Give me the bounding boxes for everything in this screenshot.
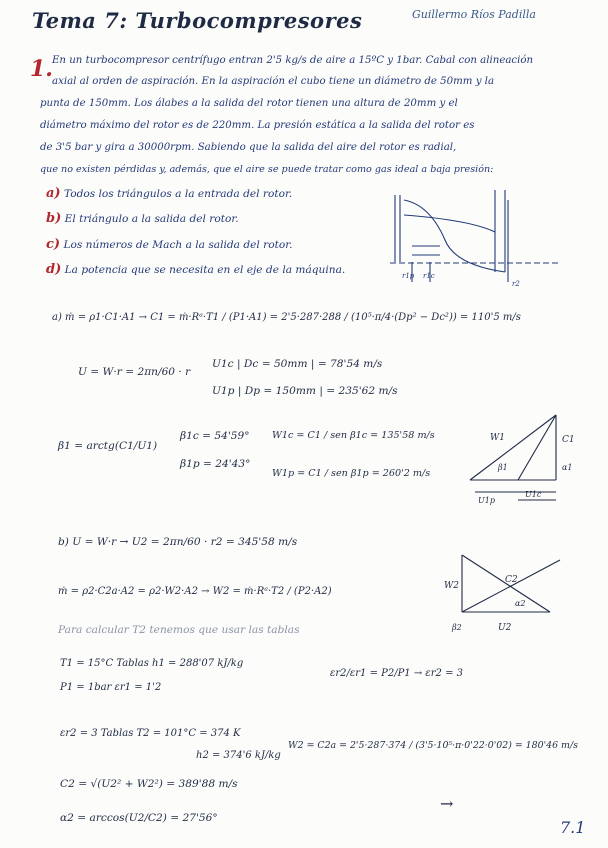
triangle-label: α2 bbox=[515, 599, 526, 608]
inlet-velocity-triangles bbox=[470, 415, 556, 500]
question-letter: b) bbox=[46, 211, 62, 226]
equation-tables: h2 = 374'6 kJ/kg bbox=[196, 750, 281, 761]
triangle-label: U2 bbox=[498, 623, 512, 633]
equation-beta: β1 = arctg(C1/U1) bbox=[58, 440, 158, 452]
statement-line: diámetro máximo del rotor es de 220mm. La presión estática a la salida del rotor es bbox=[40, 120, 475, 131]
question-letter: c) bbox=[46, 237, 61, 252]
equation-w2: W2 = C2a = 2'5·287·374 / (3'5·10⁵·π·0'22·0'02) = 180'46 m/s bbox=[288, 740, 578, 751]
statement-line: En un turbocompresor centrífugo entran 2'5 kg/s de aire a 15ºC y 1bar. Cabal con alineación bbox=[52, 55, 534, 66]
author-name: Guillermo Ríos Padilla bbox=[412, 8, 536, 21]
statement-line: que no existen pérdidas y, además, que el aire se puede tratar como gas ideal a baja presión: bbox=[40, 164, 494, 175]
equation-beta1c: β1c = 54'59° bbox=[180, 430, 250, 442]
triangle-label: β1 bbox=[498, 463, 508, 472]
statement-line: de 3'5 bar y gira a 30000rpm. Sabiendo que la salida del aire del rotor es radial, bbox=[40, 142, 457, 153]
equation-tables: εr2/εr1 = P2/P1 → εr2 = 3 bbox=[330, 668, 464, 679]
equation-w1c: W1c = C1 / sen β1c = 135'58 m/s bbox=[272, 430, 435, 441]
equation-beta1p: β1p = 24'43° bbox=[180, 458, 251, 470]
continue-arrow: → bbox=[440, 794, 454, 813]
question-letter: a) bbox=[46, 186, 61, 201]
equation-alpha2: α2 = arccos(U2/C2) = 27'56° bbox=[60, 812, 218, 824]
equation-c2: C2 = √(U2² + W2²) = 389'88 m/s bbox=[60, 778, 238, 790]
radius-label: r1p bbox=[402, 272, 415, 280]
page-number: 7.1 bbox=[560, 818, 586, 837]
page-title: Tema 7: Turbocompresores bbox=[32, 8, 363, 33]
question-letter: d) bbox=[46, 262, 62, 277]
question-text: Los números de Mach a la salida del rotor. bbox=[63, 239, 293, 251]
triangle-label: W2 bbox=[444, 581, 459, 591]
radius-label: r2 bbox=[512, 280, 520, 288]
radius-label: r1c bbox=[423, 272, 435, 280]
equation-mass-flow: a) ṁ = ρ1·C1·A1 → C1 = ṁ·Rᵃ·T1 / (P1·A1) = 2'5·287·288 / (10⁵·π/4·(Dp² − Dc²)) = 110'5 m/s bbox=[52, 312, 521, 323]
triangle-label: C1 bbox=[562, 435, 575, 445]
equation-w1p: W1p = C1 / sen β1p = 260'2 m/s bbox=[272, 468, 431, 479]
equation-tables: εr2 = 3 Tablas T2 = 101°C = 374 K bbox=[60, 728, 241, 739]
equation-u1c: U1c | Dc = 50mm | = 78'54 m/s bbox=[212, 358, 383, 370]
statement-line: punta de 150mm. Los álabes a la salida del rotor tienen una altura de 20mm y el bbox=[40, 98, 458, 109]
question-text: El triángulo a la salida del rotor. bbox=[64, 213, 239, 225]
question-text: La potencia que se necesita en el eje de la máquina. bbox=[64, 264, 346, 276]
equation-u1p: U1p | Dp = 150mm | = 235'62 m/s bbox=[212, 385, 398, 397]
statement-line: axial al orden de aspiración. En la aspiración el cubo tiene un diámetro de 50mm y la bbox=[52, 76, 495, 87]
problem-number: 1. bbox=[30, 56, 53, 82]
triangle-label: C2 bbox=[505, 575, 518, 585]
rotor-sketch bbox=[390, 190, 560, 282]
triangle-label: U1p bbox=[478, 496, 495, 505]
equation-tables: T1 = 15°C Tablas h1 = 288'07 kJ/kg bbox=[60, 658, 244, 669]
equation-tables: P1 = 1bar εr1 = 1'2 bbox=[60, 682, 162, 693]
question-text: Todos los triángulos a la entrada del rotor. bbox=[63, 188, 293, 200]
note-tables: Para calcular T2 tenemos que usar las tablas bbox=[58, 624, 300, 636]
equation-w2-mass-flow: ṁ = ρ2·C2a·A2 = ρ2·W2·A2 → W2 = ṁ·Rᵃ·T2 / (P2·A2) bbox=[58, 586, 332, 597]
equation-u2: b) U = W·r → U2 = 2πn/60 · r2 = 345'58 m/s bbox=[58, 536, 298, 548]
triangle-label: U1c bbox=[525, 490, 542, 499]
triangle-label: W1 bbox=[490, 433, 505, 443]
triangle-label: β2 bbox=[452, 623, 462, 632]
equation-u: U = W·r = 2πn/60 · r bbox=[78, 366, 191, 378]
triangle-label: α1 bbox=[562, 463, 573, 472]
